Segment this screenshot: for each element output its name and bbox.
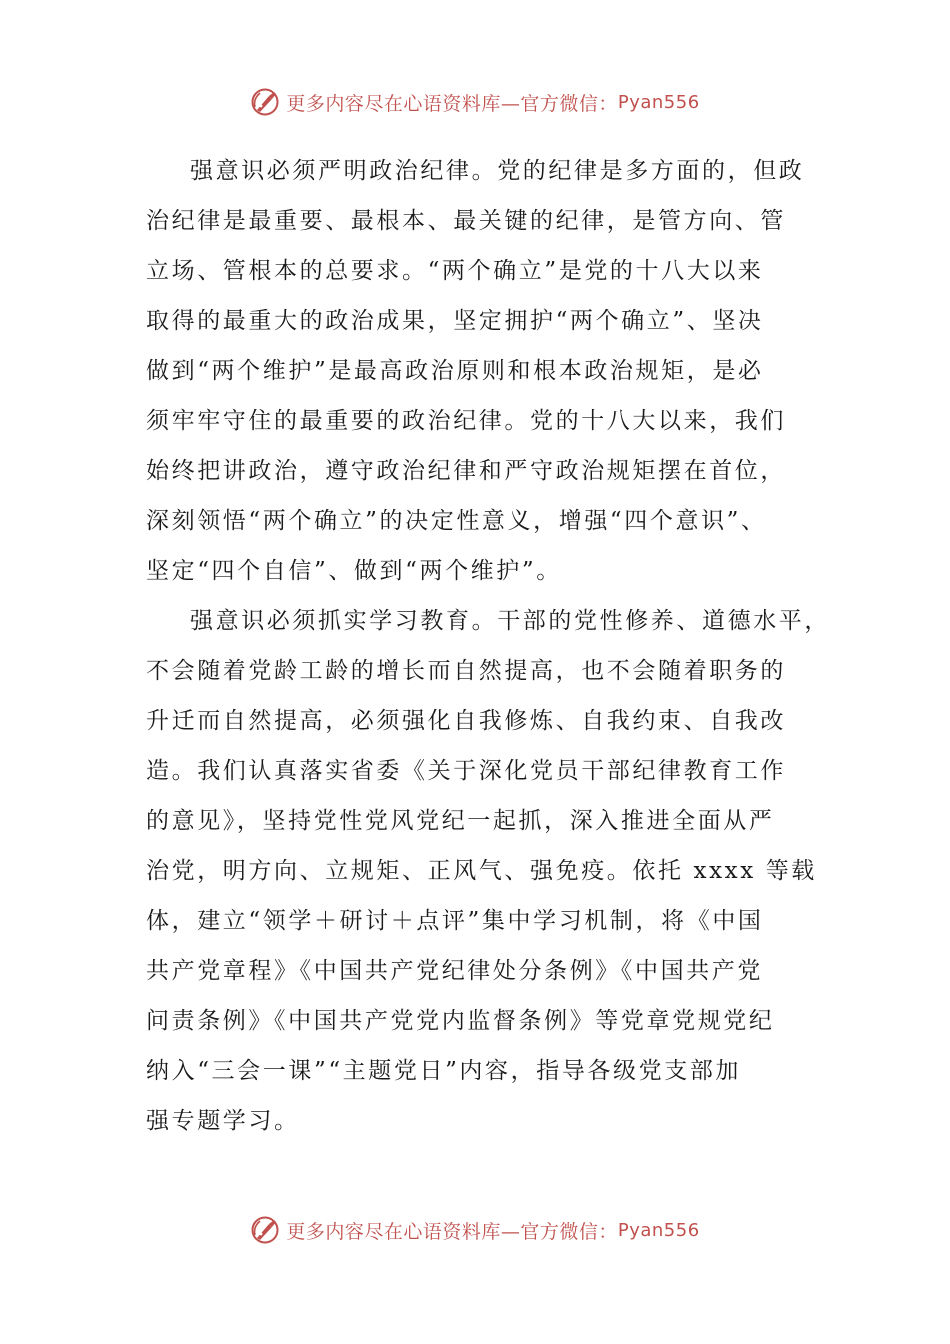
pen-nib-logo-icon <box>250 1215 280 1245</box>
watermark-text: 更多内容尽在心语资料库—官方微信： <box>286 1220 618 1243</box>
paragraph-2 <box>146 596 830 1146</box>
paragraph-line: 的意见》，坚持党性党风党纪一起抓，深入推进全面从严 <box>146 808 775 834</box>
paragraph-line: 治党，明方向、立规矩、正风气、强免疫。依托 xxxx 等载 <box>146 858 817 884</box>
paragraph-line: 问责条例》《中国共产党党内监督条例》等党章党规党纪 <box>146 1008 775 1034</box>
watermark-text: 更多内容尽在心语资料库—官方微信： <box>286 92 618 115</box>
paragraph-line: 强意识必须严明政治纪律。党的纪律是多方面的，但政 <box>190 158 805 184</box>
watermark-handle: Pyan556 <box>617 1219 700 1241</box>
paragraph-line: 做到“两个维护”是最高政治原则和根本政治规矩，是必 <box>146 358 764 384</box>
document-body <box>146 146 830 1146</box>
paragraph-line: 强意识必须抓实学习教育。干部的党性修养、道德水平， <box>190 608 830 634</box>
paragraph-line: 体，建立“领学＋研讨＋点评”集中学习机制，将《中国 <box>146 908 764 934</box>
paragraph-line: 不会随着党龄工龄的增长而自然提高，也不会随着职务的 <box>146 658 786 684</box>
paragraph-line: 共产党章程》《中国共产党纪律处分条例》《中国共产党 <box>146 958 763 984</box>
paragraph-line: 立场、管根本的总要求。“两个确立”是党的十八大以来 <box>146 258 764 284</box>
paragraph-line: 取得的最重大的政治成果，坚定拥护“两个确立”、坚决 <box>146 308 764 334</box>
paragraph-line: 升迁而自然提高，必须强化自我修炼、自我约束、自我改 <box>146 708 786 734</box>
paragraph-line: 纳入“三会一课”“主题党日”内容，指导各级党支部加 <box>146 1058 742 1084</box>
pen-nib-logo-icon <box>250 87 280 117</box>
paragraph-line: 坚定“四个自信”、做到“两个维护”。 <box>146 558 562 584</box>
paragraph-1 <box>146 146 806 596</box>
paragraph-line: 治纪律是最重要、最根本、最关键的纪律，是管方向、管 <box>146 208 786 234</box>
header-watermark <box>0 82 950 122</box>
paragraph-line: 须牢牢守住的最重要的政治纪律。党的十八大以来，我们 <box>146 408 786 434</box>
paragraph-line: 深刻领悟“两个确立”的决定性意义，增强“四个意识”、 <box>146 508 767 534</box>
footer-watermark <box>0 1210 950 1250</box>
paragraph-line: 造。我们认真落实省委《关于深化党员干部纪律教育工作 <box>146 758 786 784</box>
paragraph-line: 始终把讲政治，遵守政治纪律和严守政治规矩摆在首位， <box>146 458 786 484</box>
paragraph-line: 强专题学习。 <box>146 1108 300 1134</box>
watermark-handle: Pyan556 <box>617 91 700 113</box>
